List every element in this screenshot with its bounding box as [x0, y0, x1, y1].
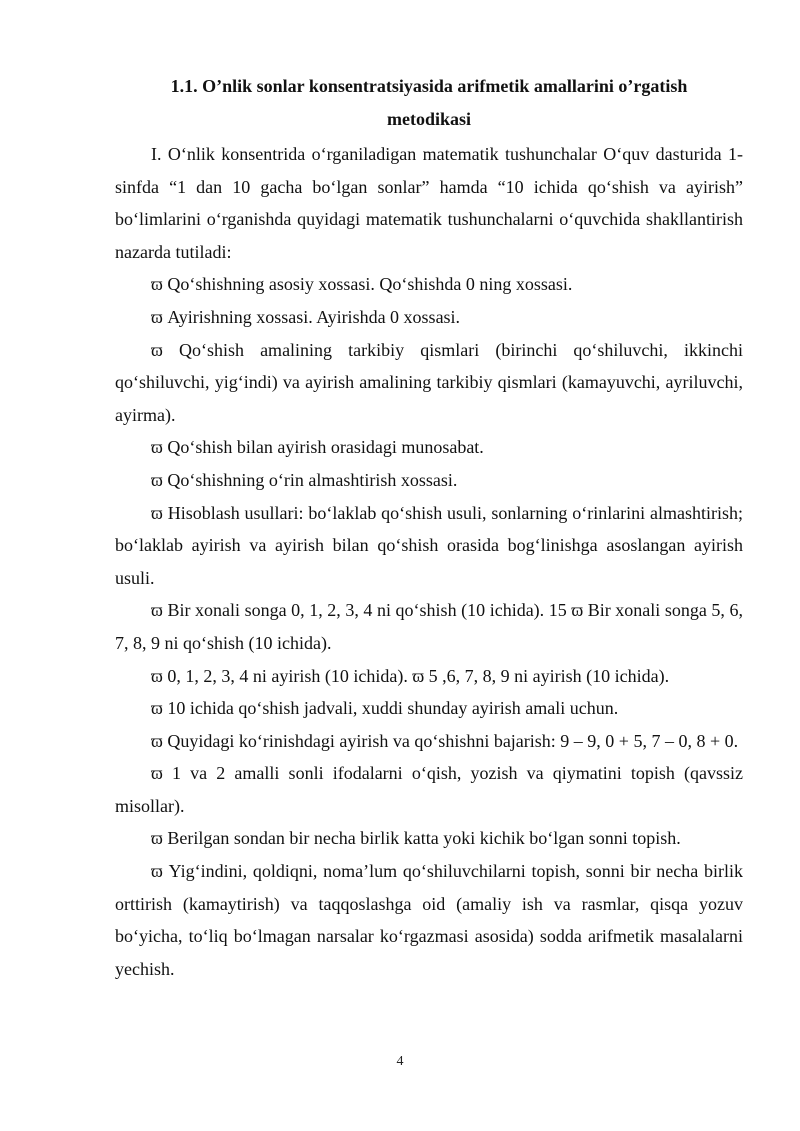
bullet-icon: ϖ [151, 502, 163, 523]
bullet-icon: ϖ [151, 730, 163, 751]
bullet-icon: ϖ [151, 437, 163, 458]
list-item [115, 594, 743, 659]
list-item [115, 334, 743, 432]
bullet-icon: ϖ [151, 665, 163, 686]
list-item-text: Quyidagi ko‘rinishdagi ayirish va qo‘shishni bajarish: 9 – 9, 0 + 5, 7 – 0, 8 + 0. [167, 730, 739, 751]
section-title [115, 70, 743, 136]
list-item [115, 725, 743, 758]
list-item [115, 497, 743, 595]
list-item [115, 301, 743, 334]
section-title-line-2: metodikasi [386, 109, 471, 129]
list-item-text: Ayirishning xossasi. Ayirishda 0 xossasi. [167, 306, 461, 327]
section-title-line-1: 1.1. O’nlik sonlar konsentratsiyasida arifmetik amallarini o’rgatish [170, 76, 688, 96]
list-item-text: Bir xonali songa 0, 1, 2, 3, 4 ni qo‘shish (10 ichida). 15 ϖ Bir xonali songa 5, 6, 7, 8, 9 ni qo‘shish (10 ichida). [115, 600, 744, 653]
list-item-text: Berilgan sondan bir necha birlik katta yoki kichik bo‘lgan sonni topish. [167, 828, 681, 849]
list-item [115, 431, 743, 464]
bullet-icon: ϖ [151, 828, 163, 849]
bullet-icon: ϖ [151, 339, 163, 360]
page-number: 4 [396, 1054, 404, 1069]
list-item-text: Qo‘shish bilan ayirish orasidagi munosabat. [167, 437, 484, 458]
list-item [115, 660, 743, 693]
bullet-icon: ϖ [151, 600, 163, 621]
list-item [115, 757, 743, 822]
list-item-text: Qo‘shish amalining tarkibiy qismlari (birinchi qo‘shiluvchi, ikkinchi qo‘shiluvchi, yig‘indi) va ayirish amalining tarkibiy qismlari (kamayuvchi, ayriluvchi, ayirma). [115, 339, 744, 425]
list-item [115, 464, 743, 497]
list-item [115, 692, 743, 725]
list-item [115, 822, 743, 855]
list-item-text: Hisoblash usullari: bo‘laklab qo‘shish usuli, sonlarning o‘rinlarini almashtirish; bo‘laklab ayirish va ayirish bilan qo‘shish orasida bog‘linishga asoslangan ayirish usuli. [115, 502, 744, 588]
list-item-text: Qo‘shishning asosiy xossasi. Qo‘shishda 0 ning xossasi. [167, 274, 573, 295]
list-item-text: Yig‘indini, qoldiqni, noma’lum qo‘shiluvchilarni topish, sonni bir necha birlik orttirish (kamaytirish) va taqqoslashga oid (amaliy ish va rasmlar, qisqa yozuv bo‘yicha, to‘liq bo‘lmagan narsalar ko‘rgazmasi asosida) sodda arifmetik masalalarni yechish. [115, 861, 743, 979]
bullet-icon: ϖ [151, 306, 163, 327]
document-page [115, 70, 743, 985]
intro-paragraph: I. O‘nlik konsentrida o‘rganiladigan matematik tushunchalar O‘quv dasturida 1-sinfda “1 dan 10 gacha bo‘lgan sonlar” hamda “10 ichida qo‘shish va ayirish” bo‘limlarini o‘rganishda quyidagi matematik tushunchalarni o‘quvchida shakllantirish nazarda tutiladi: [115, 144, 743, 262]
bullet-icon: ϖ [151, 763, 163, 784]
bullet-icon: ϖ [151, 469, 163, 490]
list-item-text: 10 ichida qo‘shish jadvali, xuddi shunday ayirish amali uchun. [167, 698, 619, 719]
bullet-icon: ϖ [151, 861, 163, 882]
list-item-text: 1 va 2 amalli sonli ifodalarni o‘qish, yozish va qiymatini topish (qavssiz misollar). [115, 763, 744, 816]
list-item [115, 855, 743, 985]
list-item [115, 268, 743, 301]
bullet-icon: ϖ [151, 274, 163, 295]
bullet-icon: ϖ [151, 698, 163, 719]
list-item-text: Qo‘shishning o‘rin almashtirish xossasi. [167, 469, 458, 490]
list-item-text: 0, 1, 2, 3, 4 ni ayirish (10 ichida). ϖ 5 ,6, 7, 8, 9 ni ayirish (10 ichida). [167, 665, 670, 686]
